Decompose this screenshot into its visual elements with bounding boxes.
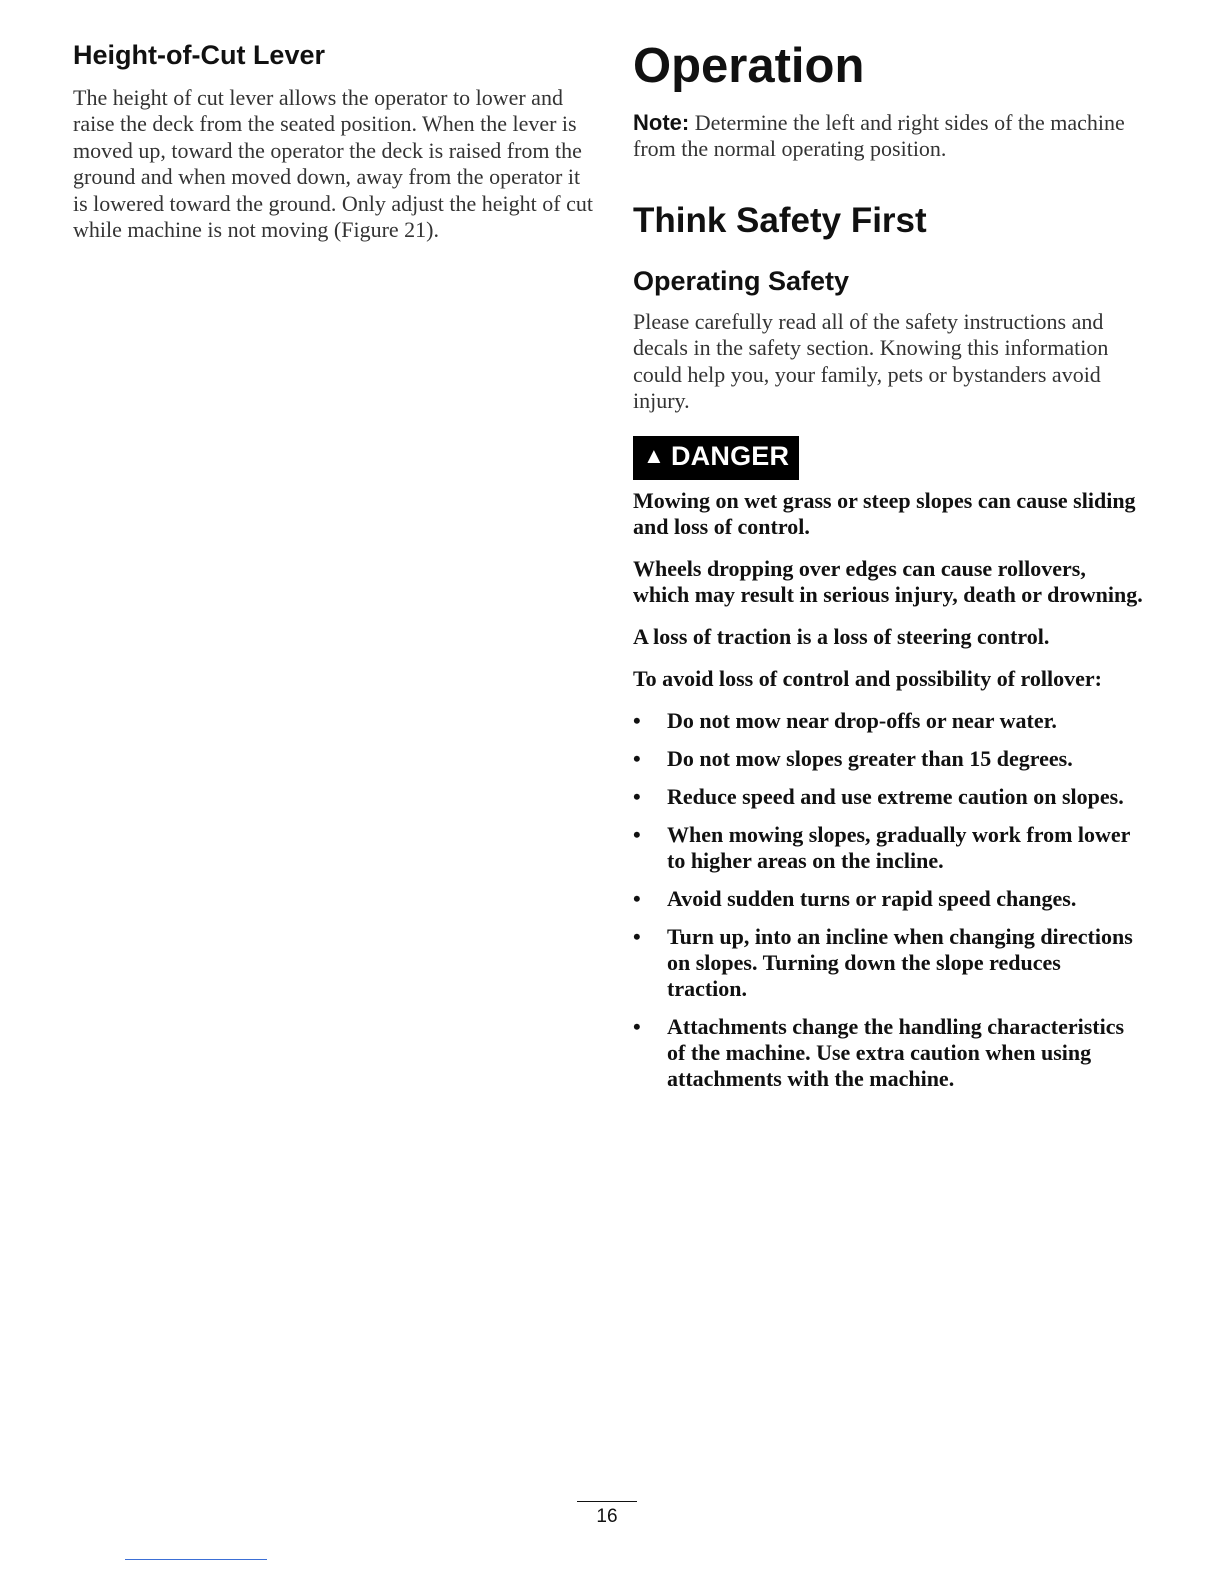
note-text: Determine the left and right sides of the machine from the normal operating position. [633, 110, 1125, 162]
warning-triangle-icon: ▲ [643, 443, 665, 469]
danger-badge [633, 436, 799, 480]
list-item [633, 1014, 1143, 1092]
note-label: Note: [633, 110, 690, 135]
left-column [73, 40, 593, 243]
bullet-icon: • [633, 924, 641, 950]
danger-paragraph: Wheels dropping over edges can cause rollovers, which may result in serious injury, death or drowning. [633, 556, 1143, 608]
page-number: 16 [596, 1506, 618, 1527]
list-item-text: Avoid sudden turns or rapid speed changes. [667, 886, 1077, 912]
danger-paragraph: A loss of traction is a loss of steering control. [633, 624, 1050, 650]
danger-paragraph: To avoid loss of control and possibility of rollover: [633, 666, 1102, 692]
list-item [633, 924, 1143, 1002]
danger-message [633, 488, 1143, 1092]
section-heading: Think Safety First [633, 200, 927, 240]
intro-paragraph: Please carefully read all of the safety instructions and decals in the safety section. Knowing this information could help you, your family, pets or bystanders avoid injury. [633, 308, 1109, 414]
list-item-text: Turn up, into an incline when changing directions on slopes. Turning down the slope reduces traction. [667, 924, 1133, 1002]
right-column [633, 36, 1143, 1104]
bullet-icon: • [633, 822, 641, 848]
height-of-cut-paragraph: The height of cut lever allows the operator to lower and raise the deck from the seated position. When the lever is moved up, toward the operator the deck is raised from the ground and when moved down, away from the operator it is lowered toward the ground. Only adjust the height of cut while machine is not moving (Figure 21). [73, 85, 593, 243]
list-item-text: Attachments change the handling characteristics of the machine. Use extra caution when using attachments with the machine. [667, 1014, 1125, 1092]
page-number-rule [577, 1501, 637, 1502]
list-item [633, 886, 1143, 912]
list-item-text: When mowing slopes, gradually work from lower to higher areas on the incline. [667, 822, 1131, 874]
bullet-icon: • [633, 746, 641, 772]
danger-bullet-list [633, 708, 1143, 1092]
footer-divider [125, 1559, 267, 1560]
note-paragraph [633, 110, 1143, 163]
bullet-icon: • [633, 708, 641, 734]
subsection-heading: Operating Safety [633, 265, 850, 296]
list-item-text: Do not mow near drop-offs or near water. [667, 708, 1057, 734]
danger-paragraph: Mowing on wet grass or steep slopes can cause sliding and loss of control. [633, 488, 1136, 540]
bullet-icon: • [633, 886, 641, 912]
page-title: Operation [633, 39, 865, 93]
list-item-text: Reduce speed and use extreme caution on slopes. [667, 784, 1124, 810]
danger-label: DANGER [670, 441, 790, 472]
bullet-icon: • [633, 1014, 641, 1040]
list-item [633, 708, 1143, 734]
height-of-cut-heading: Height-of-Cut Lever [73, 40, 325, 70]
bullet-icon: • [633, 784, 641, 810]
list-item [633, 822, 1143, 874]
list-item-text: Do not mow slopes greater than 15 degrees. [667, 746, 1073, 772]
list-item [633, 746, 1143, 772]
list-item [633, 784, 1143, 810]
